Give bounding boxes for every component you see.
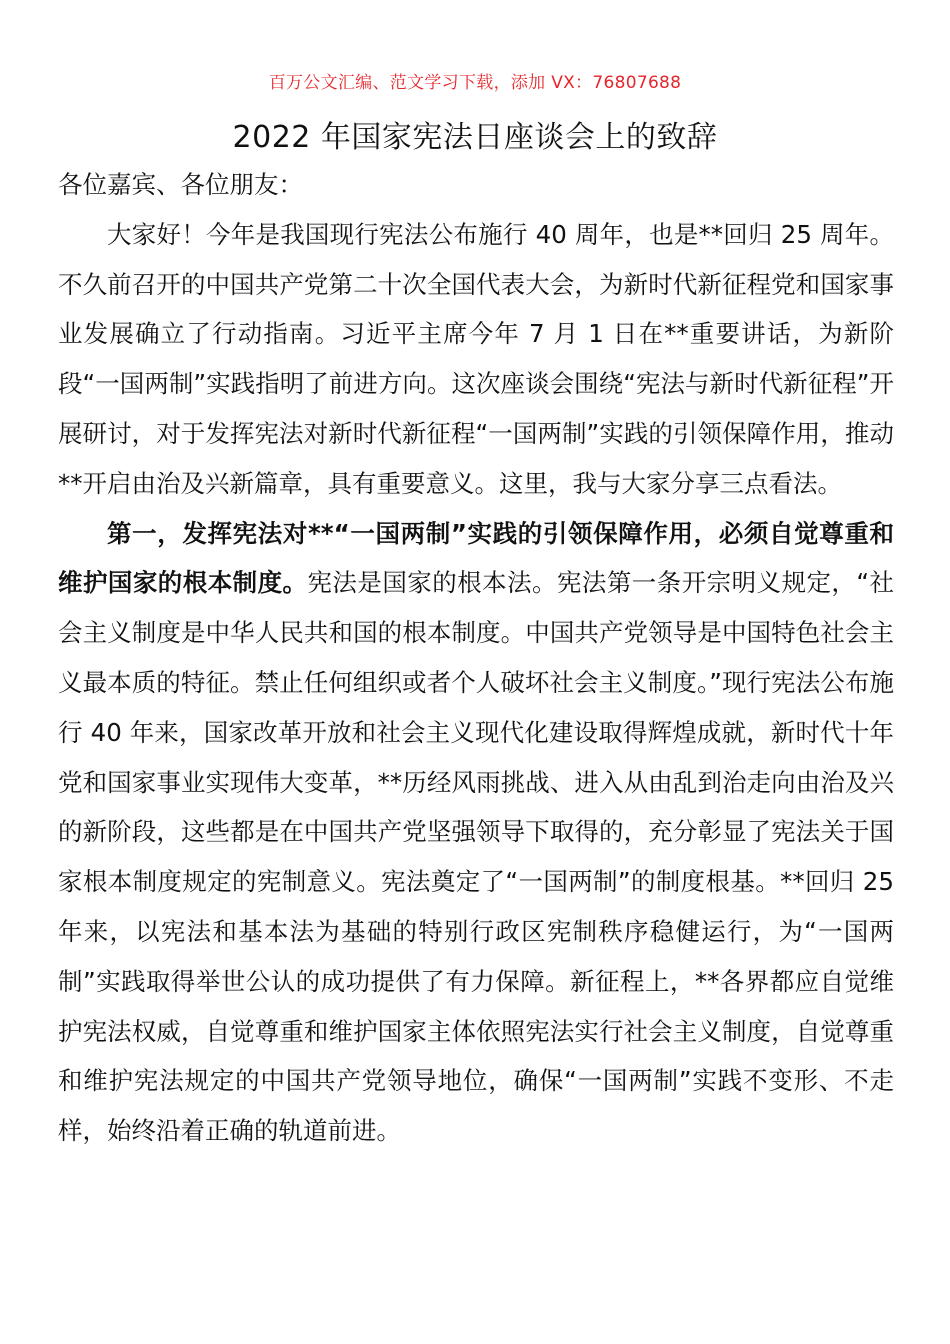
salutation: 各位嘉宾、各位朋友：	[58, 170, 303, 199]
watermark-banner: 百万公文汇编、范文学习下载，添加 VX：76807688	[268, 73, 682, 93]
paragraph-1-text: 大家好！今年是我国现行宪法公布施行 40 周年，也是**回归 25 周年。不久前召开的中国共产党第二十次全国代表大会，为新时代新征程党和国家事业发展确立了行动指南。习近平主席今年 7 月 1 日在**重要讲话，为新阶段“一国两制”实践指明了前进方向。这次座谈会围绕“宪法与新时代新征程”开展研讨，对于发挥宪法对新时代新征程“一国两制”实践的引领保障作用，推动**开启由治及兴新篇章，具有重要意义。这里，我与大家分享三点看法。	[58, 219, 894, 498]
document-body	[58, 160, 894, 1156]
paragraph-2	[58, 509, 894, 1156]
paragraph-1	[58, 210, 894, 509]
paragraph-2-text: 宪法是国家的根本法。宪法第一条开宗明义规定，“社会主义制度是中华人民共和国的根本制度。中国共产党领导是中国特色社会主义最本质的特征。禁止任何组织或者个人破坏社会主义制度。”现行宪法公布施行 40 年来，国家改革开放和社会主义现代化建设取得辉煌成就，新时代十年党和国家事业实现伟大变革，**历经风雨挑战、进入从由乱到治走向由治及兴的新阶段，这些都是在中国共产党坚强领导下取得的，充分彰显了宪法关于国家根本制度规定的宪制意义。宪法奠定了“一国两制”的制度根基。**回归 25 年来，以宪法和基本法为基础的特别行政区宪制秩序稳健运行，为“一国两制”实践取得举世公认的成功提供了有力保障。新征程上，**各界都应自觉维护宪法权威，自觉尊重和维护国家主体依照宪法实行社会主义制度，自觉尊重和维护宪法规定的中国共产党领导地位，确保“一国两制”实践不变形、不走样，始终沿着正确的轨道前进。	[58, 568, 894, 1146]
paragraph-2-heading: 第一，发挥宪法对**“一国两制”实践的引领保障作用，必须自觉尊重和维护国家的根本制度。	[58, 518, 894, 598]
page-title: 2022 年国家宪法日座谈会上的致辞	[232, 120, 718, 155]
